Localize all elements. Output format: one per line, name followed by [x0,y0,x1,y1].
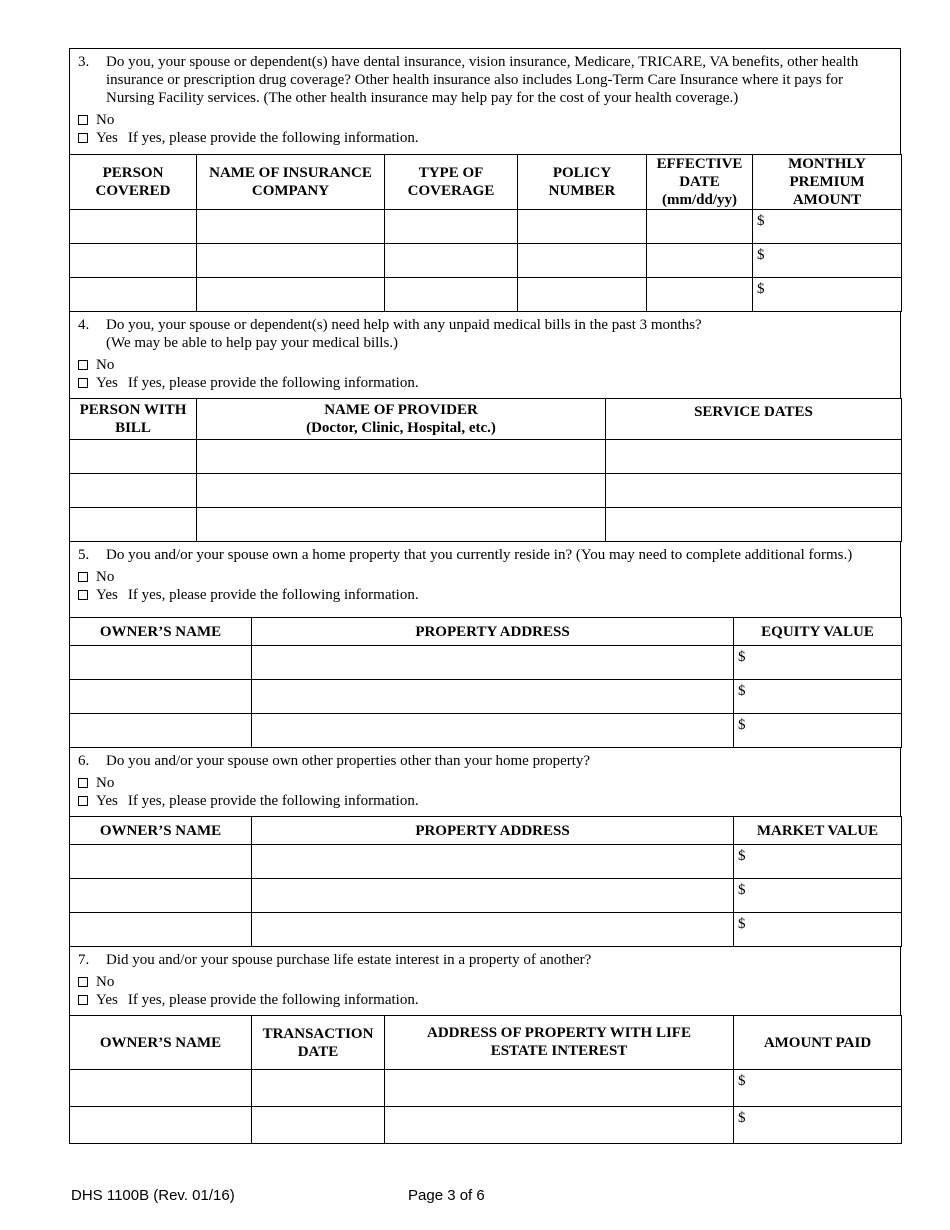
yes-note: If yes, please provide the following information. [127,587,419,603]
question-7 [69,947,901,1015]
question-4 [69,312,901,398]
header-property-address: PROPERTY ADDRESS [252,817,734,845]
cell-input[interactable] [518,210,647,244]
table-row [70,646,902,680]
cell-amount[interactable]: $ [753,210,902,244]
option-no[interactable] [78,774,892,792]
cell-input[interactable] [70,680,252,714]
cell-input[interactable] [252,714,734,748]
option-no-label: No [96,357,115,373]
header-property-address-life-estate: ADDRESS OF PROPERTY WITH LIFE ESTATE INTEREST [385,1016,734,1070]
table-row [70,845,902,879]
question-text [106,316,892,352]
cell-input[interactable] [70,474,197,508]
header-person-covered: PERSON COVERED [70,155,197,210]
table-row [70,508,902,542]
cell-input[interactable] [70,845,252,879]
checkbox-yes[interactable] [78,133,88,143]
table-row [70,1070,902,1107]
question-text-line1: Do you, your spouse or dependent(s) need help with any unpaid medical bills in the past 3 months? [106,317,702,333]
question-number: 6. [78,753,90,769]
header-property-address: PROPERTY ADDRESS [252,618,734,646]
question-number: 5. [78,547,90,563]
option-yes-label: Yes [96,130,118,146]
option-yes[interactable] [78,792,892,810]
cell-input[interactable] [647,278,753,312]
cell-input[interactable] [197,278,385,312]
question-number: 3. [78,54,90,70]
header-transaction-date: TRANSACTION DATE [252,1016,385,1070]
question-5 [69,542,901,617]
cell-input[interactable] [70,1107,252,1144]
table-row [70,714,902,748]
other-properties-table [69,816,902,947]
cell-input[interactable] [385,1070,734,1107]
page-number: Page 3 of 6 [408,1187,485,1204]
header-provider-line2: (Doctor, Clinic, Hospital, etc.) [306,420,496,436]
table-row [70,879,902,913]
header-person-with-bill: PERSON WITH BILL [70,399,197,440]
cell-amount[interactable]: $ [734,1070,902,1107]
cell-input[interactable] [385,244,518,278]
option-yes-label: Yes [96,992,118,1008]
medical-bills-table [69,398,902,542]
cell-amount[interactable]: $ [734,680,902,714]
cell-input[interactable] [70,210,197,244]
life-estate-table [69,1015,902,1144]
option-no[interactable] [78,973,892,991]
option-yes-label: Yes [96,587,118,603]
cell-input[interactable] [70,508,197,542]
header-effective-date: EFFECTIVE DATE (mm/dd/yy) [647,155,753,210]
table-row [70,913,902,947]
checkbox-yes[interactable] [78,796,88,806]
cell-input[interactable] [197,210,385,244]
header-equity-value: EQUITY VALUE [734,618,902,646]
cell-input[interactable] [70,646,252,680]
header-policy-number: POLICY NUMBER [518,155,647,210]
cell-amount[interactable]: $ [753,244,902,278]
cell-amount[interactable]: $ [734,845,902,879]
cell-input[interactable] [252,879,734,913]
checkbox-yes[interactable] [78,995,88,1005]
cell-input[interactable] [385,210,518,244]
question-3 [69,48,901,154]
cell-input[interactable] [647,210,753,244]
cell-input[interactable] [197,440,606,474]
cell-input[interactable] [70,714,252,748]
cell-input[interactable] [606,508,902,542]
option-no-label: No [96,569,115,585]
cell-amount[interactable]: $ [734,913,902,947]
cell-input[interactable] [197,244,385,278]
cell-input[interactable] [252,913,734,947]
table-row [70,278,902,312]
question-text: Did you and/or your spouse purchase life estate interest in a property of another? [106,952,592,968]
cell-input[interactable] [197,508,606,542]
header-market-value: MARKET VALUE [734,817,902,845]
yes-note: If yes, please provide the following information. [127,375,419,391]
header-name-of-provider [197,399,606,440]
option-no[interactable] [78,111,892,129]
cell-input[interactable] [252,646,734,680]
header-owners-name: OWNER’S NAME [70,1016,252,1070]
option-yes-label: Yes [96,375,118,391]
cell-input[interactable] [70,440,197,474]
checkbox-no[interactable] [78,977,88,987]
question-number: 4. [78,317,90,333]
cell-input[interactable] [70,913,252,947]
option-no-label: No [96,112,115,128]
option-yes[interactable] [78,586,892,604]
option-no-label: No [96,974,115,990]
cell-amount[interactable]: $ [753,278,902,312]
cell-input[interactable] [518,244,647,278]
table-row [70,244,902,278]
checkbox-no[interactable] [78,115,88,125]
cell-input[interactable] [385,1107,734,1144]
checkbox-no[interactable] [78,778,88,788]
table-row [70,440,902,474]
option-no-label: No [96,775,115,791]
header-owners-name: OWNER’S NAME [70,817,252,845]
cell-input[interactable] [252,680,734,714]
cell-input[interactable] [647,244,753,278]
table-row [70,1107,902,1144]
yes-note: If yes, please provide the following information. [127,130,419,146]
header-service-dates: SERVICE DATES [606,399,902,440]
question-text: Do you, your spouse or dependent(s) have dental insurance, vision insurance, Medicare, TRICARE, VA benefits, other health insurance or prescription drug coverage? Other health insurance also includes Long-Term Care Insurance where it pays for Nursing Facility services. (The other health insurance may help pay for the cost of your health coverage.) [106,54,859,106]
checkbox-no[interactable] [78,360,88,370]
question-6 [69,748,901,816]
question-text-line2: (We may be able to help pay your medical bills.) [106,335,399,351]
table-row [70,474,902,508]
header-type-of-coverage: TYPE OF COVERAGE [385,155,518,210]
cell-input[interactable] [518,278,647,312]
cell-amount[interactable]: $ [734,1107,902,1144]
table-row [70,680,902,714]
yes-note: If yes, please provide the following information. [127,793,419,809]
cell-amount[interactable]: $ [734,879,902,913]
cell-input[interactable] [197,474,606,508]
cell-input[interactable] [70,879,252,913]
checkbox-no[interactable] [78,572,88,582]
option-yes[interactable] [78,129,892,147]
option-yes-label: Yes [96,793,118,809]
cell-input[interactable] [606,440,902,474]
cell-input[interactable] [252,1070,385,1107]
header-amount-paid: AMOUNT PAID [734,1016,902,1070]
checkbox-yes[interactable] [78,590,88,600]
option-no[interactable] [78,356,892,374]
form-frame [69,48,901,1144]
option-yes[interactable] [78,374,892,392]
insurance-table [69,154,902,312]
cell-amount[interactable]: $ [734,646,902,680]
option-no[interactable] [78,568,892,586]
cell-input[interactable] [385,278,518,312]
cell-amount[interactable]: $ [734,714,902,748]
form-id: DHS 1100B (Rev. 01/16) [71,1187,235,1204]
yes-note: If yes, please provide the following information. [127,992,419,1008]
cell-input[interactable] [606,474,902,508]
question-text: Do you and/or your spouse own a home property that you currently reside in? (You may need to complete additional forms.) [106,547,853,563]
header-owners-name: OWNER’S NAME [70,618,252,646]
header-insurance-company: NAME OF INSURANCE COMPANY [197,155,385,210]
table-row [70,210,902,244]
header-provider-line1: NAME OF PROVIDER [324,402,478,418]
question-number: 7. [78,952,90,968]
cell-input[interactable] [252,845,734,879]
header-monthly-premium: MONTHLY PREMIUM AMOUNT [753,155,902,210]
cell-input[interactable] [252,1107,385,1144]
question-text: Do you and/or your spouse own other properties other than your home property? [106,753,591,769]
checkbox-yes[interactable] [78,378,88,388]
cell-input[interactable] [70,244,197,278]
option-yes[interactable] [78,991,892,1009]
cell-input[interactable] [70,278,197,312]
cell-input[interactable] [70,1070,252,1107]
home-property-table [69,617,902,748]
